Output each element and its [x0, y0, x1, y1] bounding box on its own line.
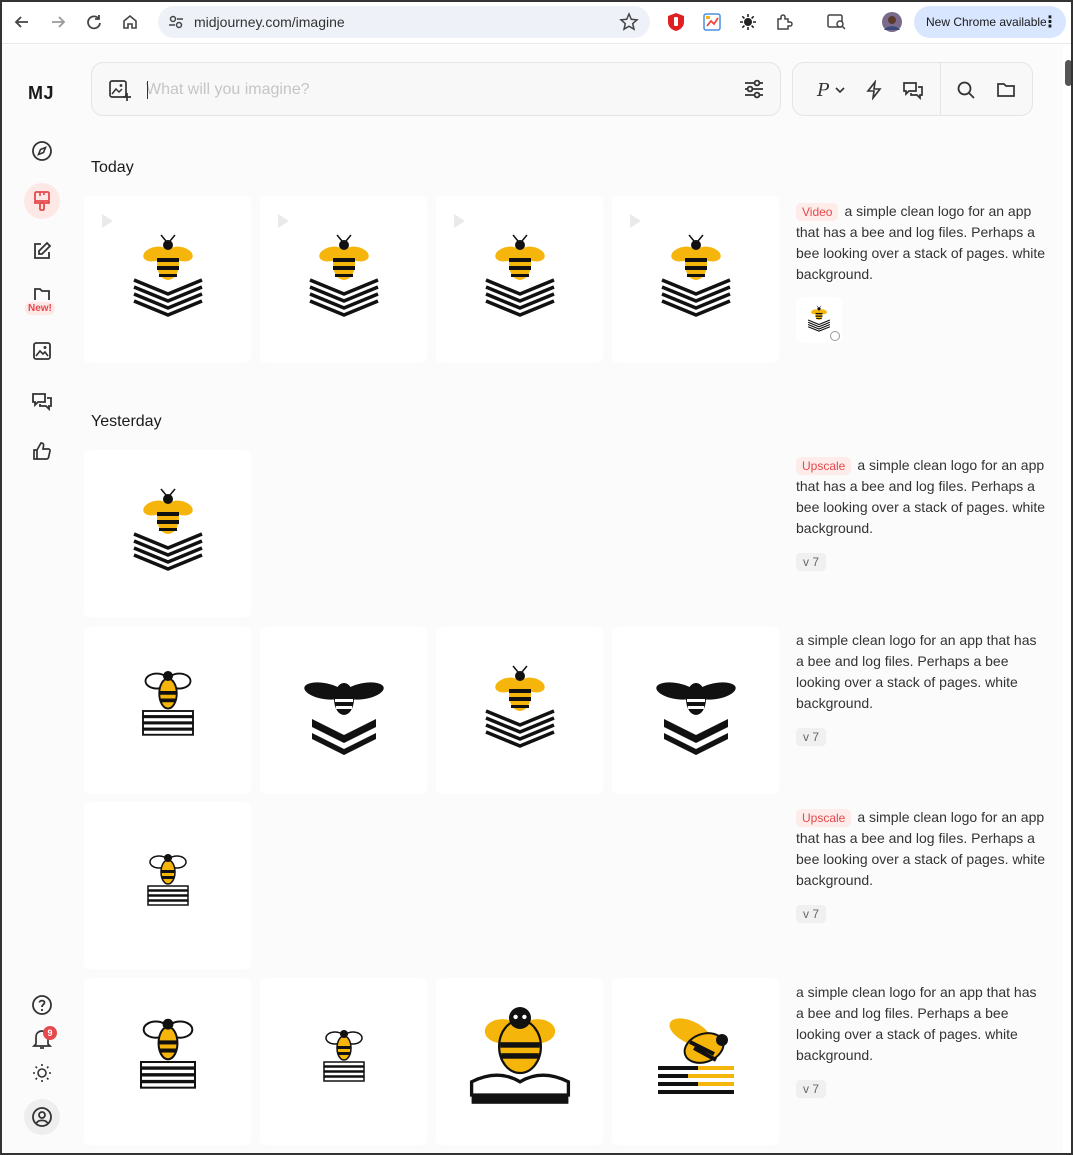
back-icon[interactable] — [10, 10, 34, 34]
likes-icon[interactable] — [24, 433, 60, 469]
explore-icon[interactable] — [24, 133, 60, 169]
image-tile[interactable] — [84, 627, 251, 794]
brand-logo[interactable]: MJ — [28, 83, 55, 103]
edit-icon[interactable] — [24, 233, 60, 269]
create-icon[interactable] — [24, 183, 60, 219]
scrollbar-track[interactable] — [1063, 45, 1073, 1155]
image-tile[interactable] — [612, 196, 779, 363]
job-prompt-text: a simple clean logo for an app that has a bee and log files. Perhaps a bee looking over a stack of pages. white background. — [796, 457, 1046, 536]
page — [0, 45, 1073, 1155]
image-tile[interactable] — [84, 196, 251, 363]
section-title-yesterday: Yesterday — [91, 413, 162, 430]
site-settings-icon[interactable] — [166, 12, 186, 32]
help-icon[interactable] — [24, 987, 60, 1023]
reload-icon[interactable] — [82, 10, 106, 34]
adblock-extension-icon[interactable] — [665, 11, 687, 33]
text-caret — [147, 81, 148, 99]
image-tile[interactable] — [612, 978, 779, 1145]
image-tile[interactable] — [260, 978, 427, 1145]
image-tile[interactable] — [84, 802, 251, 969]
home-icon[interactable] — [118, 10, 142, 34]
job-prompt-text: a simple clean logo for an app that has a bee and log files. Perhaps a bee looking over a stack of pages. white background. — [796, 632, 1037, 711]
tools-divider — [940, 63, 941, 115]
chrome-menu-icon[interactable]: ⋮ — [1042, 14, 1058, 31]
image-tile[interactable] — [260, 627, 427, 794]
play-icon — [278, 214, 289, 228]
job-type-tag: Upscale — [796, 809, 851, 827]
chat-icon[interactable] — [24, 383, 60, 419]
image-tile[interactable] — [436, 627, 603, 794]
image-tile[interactable] — [436, 978, 603, 1145]
prompt-input[interactable] — [146, 77, 726, 103]
chart-extension-icon[interactable] — [701, 11, 723, 33]
prompt-bar — [91, 62, 781, 116]
extensions-puzzle-icon[interactable] — [773, 11, 795, 33]
play-icon — [454, 214, 465, 228]
version-badge[interactable]: v 7 — [796, 728, 826, 746]
job-prompt[interactable] — [796, 807, 1046, 891]
section-title-today: Today — [91, 159, 134, 176]
source-image-thumbnail[interactable] — [796, 297, 842, 343]
personalize-label: P — [816, 79, 830, 101]
speed-bolt-icon[interactable] — [861, 77, 887, 103]
job-prompt[interactable] — [796, 982, 1046, 1066]
version-badge[interactable]: v 7 — [796, 553, 826, 571]
search-icon[interactable] — [953, 77, 979, 103]
job-prompt[interactable] — [796, 455, 1046, 539]
scrollbar-thumb[interactable] — [1065, 60, 1072, 86]
folder-icon[interactable] — [993, 77, 1019, 103]
job-type-tag: Upscale — [796, 457, 851, 475]
sidebar — [0, 45, 84, 1155]
chrome-update-button[interactable] — [914, 6, 1066, 38]
sunburst-extension-icon[interactable] — [737, 11, 759, 33]
play-icon — [102, 214, 113, 228]
address-bar[interactable] — [158, 6, 650, 38]
url-text: midjourney.com/imagine — [194, 14, 345, 30]
chat-mode-icon[interactable] — [900, 77, 926, 103]
image-tile[interactable] — [84, 978, 251, 1145]
notifications-bell-icon[interactable] — [24, 1021, 60, 1057]
theme-toggle-sun-icon[interactable] — [24, 1055, 60, 1091]
version-badge[interactable]: v 7 — [796, 1080, 826, 1098]
version-badge[interactable]: v 7 — [796, 905, 826, 923]
chrome-update-label: New Chrome available — [926, 15, 1047, 29]
bookmark-star-icon[interactable] — [618, 11, 640, 33]
image-tile[interactable] — [436, 196, 603, 363]
image-tile[interactable] — [612, 627, 779, 794]
browser-toolbar — [0, 0, 1073, 44]
job-prompt[interactable] — [796, 201, 1046, 285]
add-image-icon[interactable] — [108, 78, 132, 102]
profile-avatar-icon[interactable] — [881, 11, 903, 33]
tab-search-icon[interactable] — [826, 11, 848, 33]
image-tile[interactable] — [260, 196, 427, 363]
job-prompt[interactable] — [796, 630, 1046, 714]
status-dot-icon — [830, 331, 840, 341]
settings-sliders-icon[interactable] — [742, 77, 768, 103]
job-prompt-text: a simple clean logo for an app that has a bee and log files. Perhaps a bee looking over a stack of pages. white background. — [796, 203, 1046, 282]
tools-bar — [792, 62, 1033, 116]
forward-icon[interactable] — [46, 10, 70, 34]
job-type-tag: Video — [796, 203, 838, 221]
account-avatar-icon[interactable] — [24, 1099, 60, 1135]
job-prompt-text: a simple clean logo for an app that has a bee and log files. Perhaps a bee looking over a stack of pages. white background. — [796, 809, 1046, 888]
new-badge: New! — [25, 302, 55, 315]
gallery-icon[interactable] — [24, 333, 60, 369]
notifications-count-badge: 9 — [43, 1026, 57, 1040]
chevron-down-icon — [835, 86, 845, 94]
play-icon — [630, 214, 641, 228]
personalize-dropdown[interactable] — [809, 77, 853, 103]
image-tile[interactable] — [84, 450, 251, 617]
job-prompt-text: a simple clean logo for an app that has a bee and log files. Perhaps a bee looking over a stack of pages. white background. — [796, 984, 1037, 1063]
